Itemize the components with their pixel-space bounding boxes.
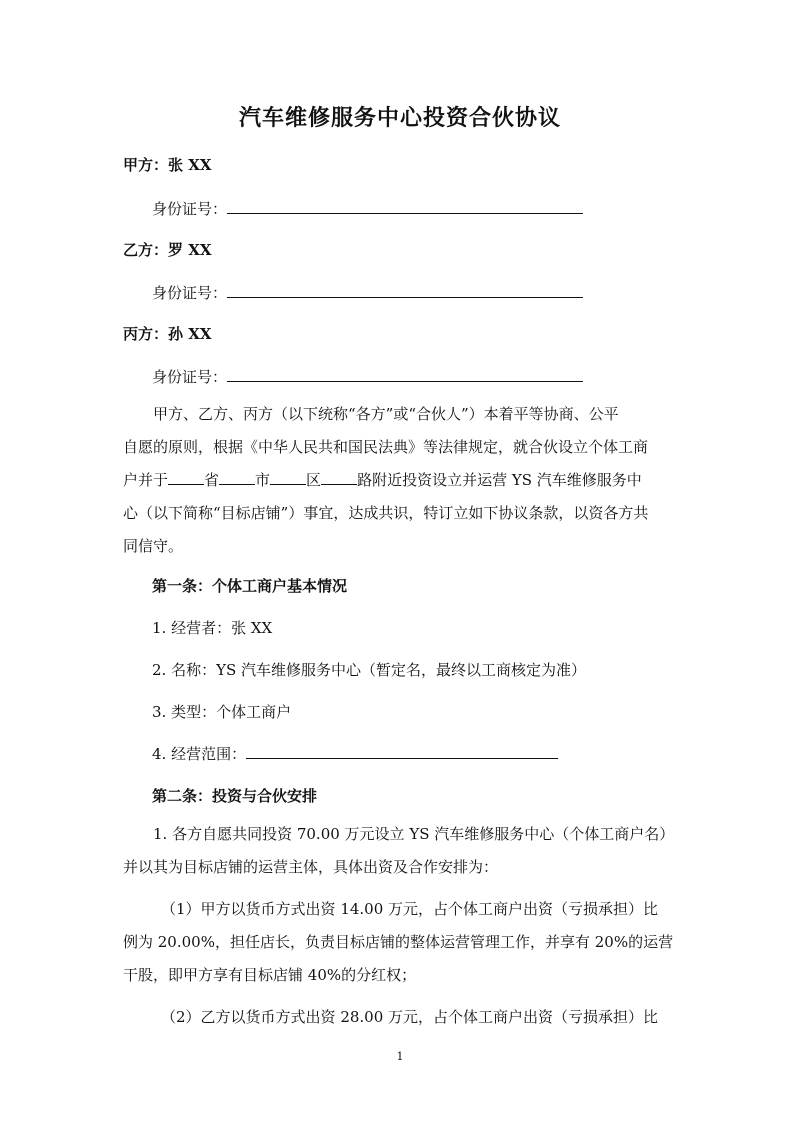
article-2-p1-line-2: 并以其为目标店铺的运营主体，具体出资及合作安排为：	[123, 858, 499, 876]
article-2-paragraph-3	[123, 1001, 683, 1034]
city-blank	[219, 470, 255, 485]
intro-line-3-prefix: 户并于	[123, 471, 169, 489]
article-2-paragraph-2	[123, 893, 683, 992]
article-1-heading: 第一条：个体工商户基本情况	[152, 577, 348, 595]
business-scope-blank	[246, 744, 558, 759]
city-label: 市	[255, 471, 271, 489]
province-blank	[168, 470, 204, 485]
district-blank	[270, 470, 306, 485]
party-c-label: 丙方：孙 XX	[123, 325, 212, 343]
party-a-id-row	[152, 199, 583, 219]
road-blank	[321, 470, 357, 485]
article-2-paragraph-1	[123, 818, 683, 884]
article-1-item-2: 2. 名称：YS 汽车维修服务中心（暂定名，最终以工商核定为准）	[152, 661, 587, 679]
party-b-label: 乙方：罗 XX	[123, 241, 212, 259]
article-1-item-4-row	[152, 744, 558, 764]
article-2-p2-line-1: （1）甲方以货币方式出资 14.00 万元，占个体工商户出资（亏损承担）比	[161, 900, 659, 918]
party-c-id-row	[152, 367, 583, 387]
article-1-item-4: 4. 经营范围：	[152, 745, 247, 763]
intro-line-1: 甲方、乙方、丙方（以下统称“各方”或“合伙人”）本着平等协商、公平	[153, 405, 619, 423]
party-c-id-label: 身份证号：	[152, 368, 228, 386]
article-2-p1-line-1: 1. 各方自愿共同投资 70.00 万元设立 YS 汽车维修服务中心（个体工商户名）	[153, 825, 675, 843]
party-b-id-label: 身份证号：	[152, 284, 228, 302]
page-number: 1	[396, 1050, 404, 1063]
article-2-p3-line-1: （2）乙方以货币方式出资 28.00 万元，占个体工商户出资（亏损承担）比	[161, 1008, 659, 1026]
intro-line-3	[123, 464, 683, 497]
party-a-id-blank	[227, 199, 583, 214]
article-1-item-1: 1. 经营者：张 XX	[152, 619, 273, 637]
district-label: 区	[306, 471, 322, 489]
party-b-id-blank	[227, 283, 583, 298]
party-a-id-label: 身份证号：	[152, 200, 228, 218]
party-b-id-row	[152, 283, 583, 303]
province-label: 省	[204, 471, 220, 489]
intro-paragraph	[123, 398, 683, 563]
article-1-item-3: 3. 类型：个体工商户	[152, 703, 292, 721]
intro-line-4: 心（以下简称“目标店铺”）事宜，达成共识，特订立如下协议条款，以资各方共	[123, 504, 649, 522]
article-2-p2-line-3: 干股，即甲方享有目标店铺 40%的分红权；	[123, 966, 417, 984]
party-a-label: 甲方：张 XX	[123, 156, 212, 174]
intro-line-5: 同信守。	[123, 537, 184, 555]
article-2-p2-line-2: 例为 20.00%，担任店长，负责目标店铺的整体运营管理工作，并享有 20%的运营	[123, 933, 674, 951]
party-c-id-blank	[227, 367, 583, 382]
article-2-heading: 第二条：投资与合伙安排	[152, 787, 318, 805]
document-title: 汽车维修服务中心投资合伙协议	[238, 105, 561, 131]
intro-line-3-suffix: 路附近投资设立并运营 YS 汽车维修服务中	[357, 471, 642, 489]
intro-line-2: 自愿的原则，根据《中华人民共和国民法典》等法律规定，就合伙设立个体工商	[123, 438, 649, 456]
